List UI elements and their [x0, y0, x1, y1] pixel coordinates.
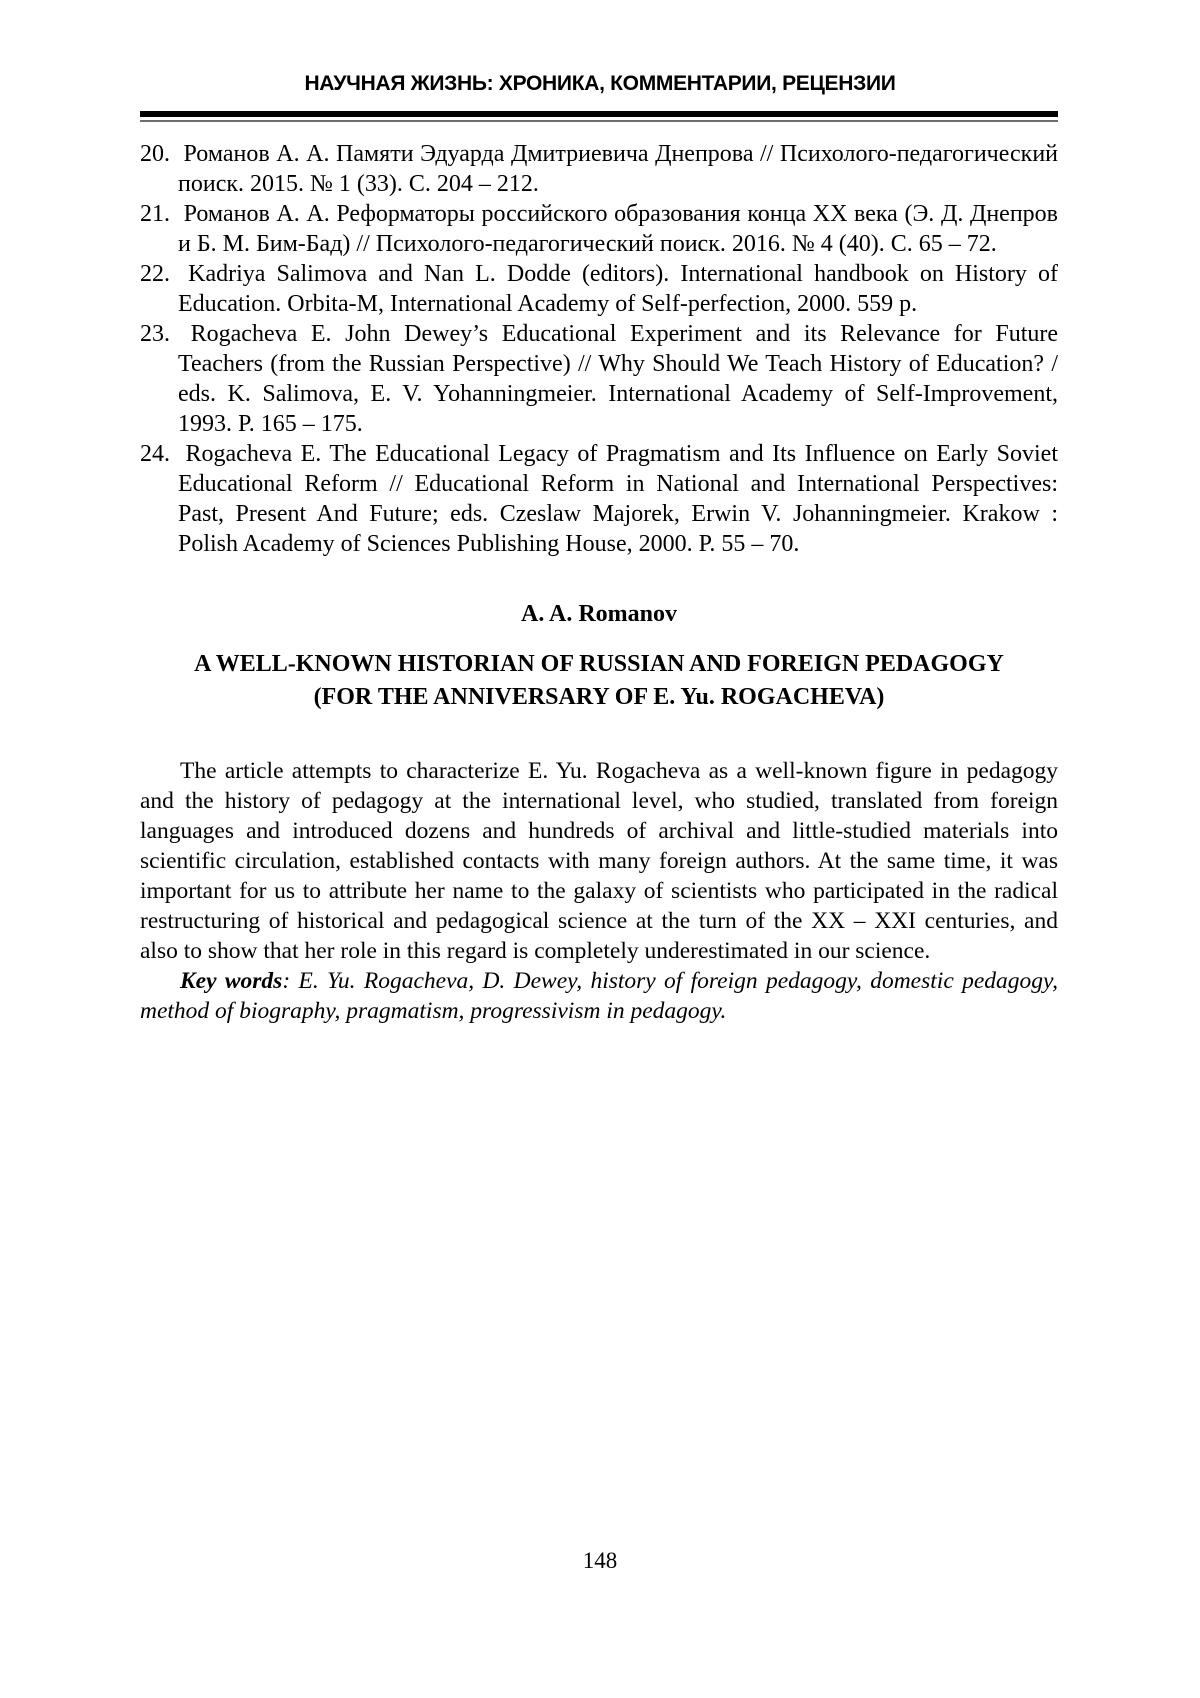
running-head: НАУЧНАЯ ЖИЗНЬ: ХРОНИКА, КОММЕНТАРИИ, РЕЦЕНЗИИ	[304, 72, 896, 95]
header-rule	[140, 111, 1058, 122]
article-abstract: The article attempts to characterize E. Yu. Rogacheva as a well-known figure in pedagogy and the history of pedagogy at the international level, who studied, translated from foreign languages and introduced dozens and hundreds of archival and little-studied materials into scientific circulation, established contacts with many foreign authors. At the same time, it was important for us to attribute her name to the galaxy of scientists who participated in the radical restructuring of historical and pedagogical science at the turn of the XX – XXI centuries, and also to show that her role in this regard is completely underestimated in our science.	[140, 758, 1058, 964]
article-author: A. A. Romanov	[520, 601, 677, 627]
reference-number: 22.	[140, 261, 170, 287]
reference-number: 20.	[140, 141, 170, 167]
page-content	[140, 139, 1058, 1026]
reference-item	[140, 259, 1058, 319]
reference-text: Rogacheva E. John Dewey’s Educational Experiment and its Relevance for Future Teachers (from the Russian Perspective) // Why Should We Teach History of Education? / eds. K. Salimova, E. V. Yohanningmeier. International Academy of Self-Improvement, 1993. P. 165 – 175.	[178, 321, 1059, 437]
article-keywords	[140, 966, 1058, 1026]
header-rule-thin-line	[140, 120, 1058, 122]
keywords-label: Key words	[180, 968, 283, 994]
reference-text: Rogacheva E. The Educational Legacy of Pragmatism and Its Influence on Early Soviet Educational Reform // Educational Reform in National and International Perspectives: Past, Present And Future; eds. Czeslaw Majorek, Erwin V. Johanningmeier. Krakow : Polish Academy of Sciences Publishing House, 2000. P. 55 – 70.	[178, 441, 1058, 557]
reference-text: Романов А. А. Реформаторы российского образования конца XX века (Э. Д. Днепров и Б. М. Бим-Бад) // Психолого-педагогический поиск. 2016. № 4 (40). С. 65 – 72.	[178, 201, 1058, 257]
article-title-line1: A WELL-KNOWN HISTORIAN OF RUSSIAN AND FOREIGN PEDAGOGY	[194, 651, 1004, 677]
reference-item	[140, 439, 1058, 559]
keywords-text: : E. Yu. Rogacheva, D. Dewey, history of foreign pedagogy, domestic pedagogy, method of biography, pragmatism, progressivism in pedagogy.	[140, 968, 1059, 1024]
references-list	[140, 139, 1058, 559]
reference-number: 21.	[140, 201, 170, 227]
reference-number: 23.	[140, 321, 170, 347]
reference-text: Kadriya Salimova and Nan L. Dodde (editors). International handbook on History of Education. Orbita-M, International Academy of Self-perfection, 2000. 559 p.	[178, 261, 1059, 317]
page-number: 148	[582, 1548, 618, 1573]
header-rule-thick-line	[140, 111, 1058, 117]
reference-item	[140, 319, 1058, 439]
article-title-line2: (FOR THE ANNIVERSARY OF E. Yu. ROGACHEVA)	[313, 684, 885, 710]
reference-item	[140, 139, 1058, 199]
reference-text: Романов А. А. Памяти Эдуарда Дмитриевича Днепрова // Психолого-педагогический поиск. 2015. № 1 (33). С. 204 – 212.	[178, 141, 1059, 197]
article-title	[140, 648, 1058, 714]
reference-item	[140, 199, 1058, 259]
reference-number: 24.	[140, 441, 170, 467]
